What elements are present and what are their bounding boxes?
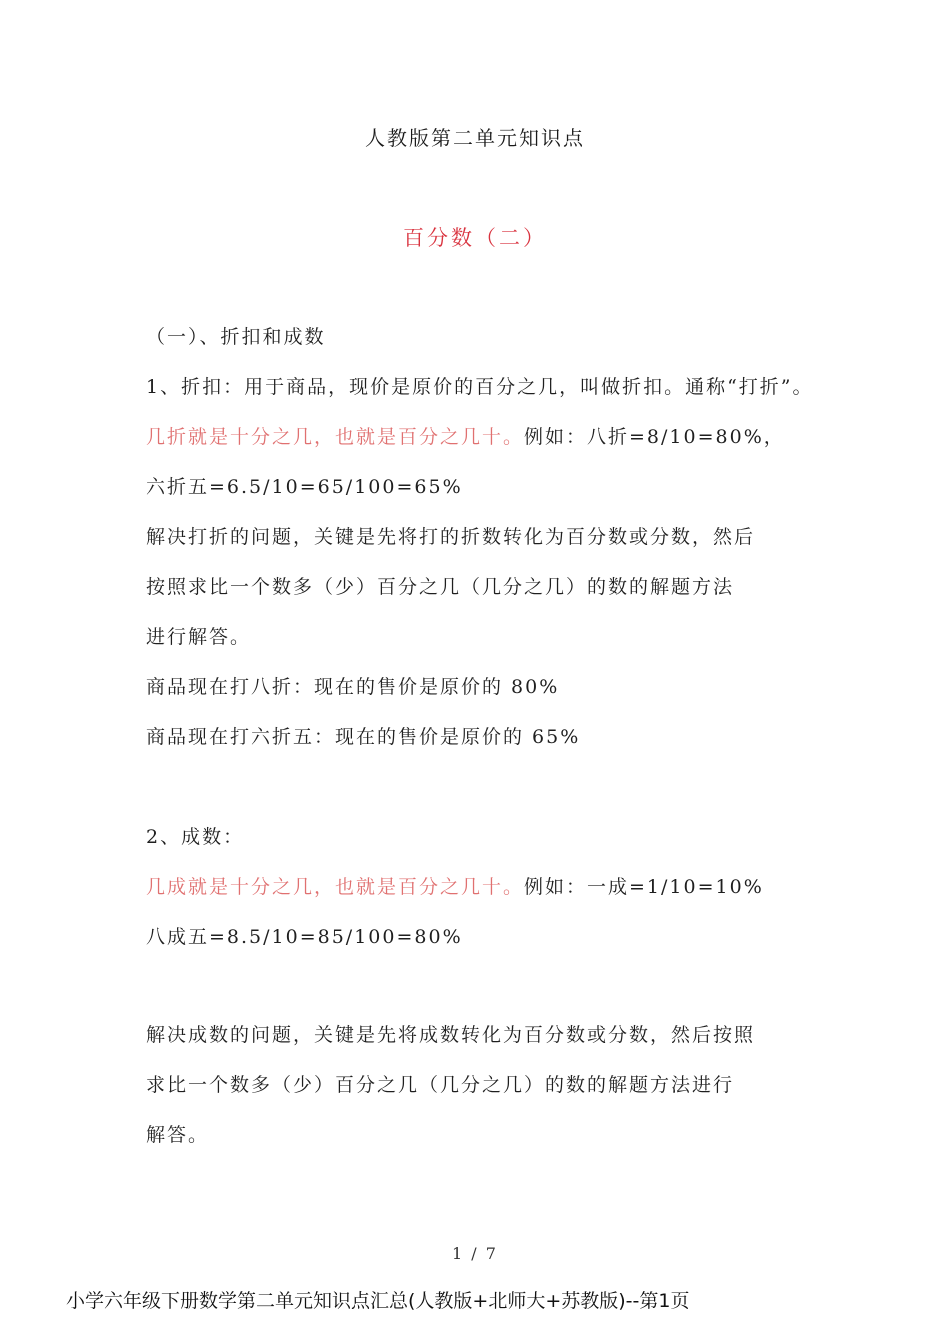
chengshu-method-line-2: 求比一个数多（少）百分之几（几分之几）的数的解题方法进行: [146, 1074, 735, 1096]
discount-definition: 1、折扣：用于商品，现价是原价的百分之几，叫做折扣。通称“打折”。: [146, 376, 814, 398]
document-title: 人教版第二单元知识点: [365, 126, 585, 150]
chengshu-example-2: 八成五=8.5/10=85/100=80%: [146, 926, 463, 948]
discount-rule: 几折就是十分之几，也就是百分之几十。: [146, 426, 525, 448]
discount-method-line-2: 按照求比一个数多（少）百分之几（几分之几）的数的解题方法: [146, 576, 735, 598]
subsection-heading: （一）、折扣和成数: [146, 326, 326, 348]
discount-example: 例如：八折=8/10=80%，: [524, 426, 785, 448]
chengshu-method-line-3: 解答。: [146, 1124, 210, 1146]
chengshu-example: 例如：一成=1/10=10%: [524, 876, 764, 898]
chengshu-method-line-1: 解决成数的问题，关键是先将成数转化为百分数或分数，然后按照: [146, 1024, 756, 1046]
discount-method-line-1: 解决打折的问题，关键是先将打的折数转化为百分数或分数，然后: [146, 526, 756, 548]
chengshu-heading: 2、成数：: [146, 826, 245, 848]
page-footer: 小学六年级下册数学第二单元知识点汇总(人教版+北师大+苏教版)--第1页: [66, 1290, 690, 1312]
discount-rule-line: [146, 422, 785, 449]
section-title: 百分数（二）: [403, 226, 547, 250]
discount-method-line-3: 进行解答。: [146, 626, 252, 648]
chengshu-rule-line: [146, 872, 764, 899]
chengshu-rule: 几成就是十分之几，也就是百分之几十。: [146, 876, 525, 898]
discount-case-2: 商品现在打六折五：现在的售价是原价的 65%: [146, 726, 581, 748]
discount-example-2: 六折五=6.5/10=65/100=65%: [146, 476, 463, 498]
page-number: 1 / 7: [452, 1244, 498, 1263]
discount-case-1: 商品现在打八折：现在的售价是原价的 80%: [146, 676, 560, 698]
